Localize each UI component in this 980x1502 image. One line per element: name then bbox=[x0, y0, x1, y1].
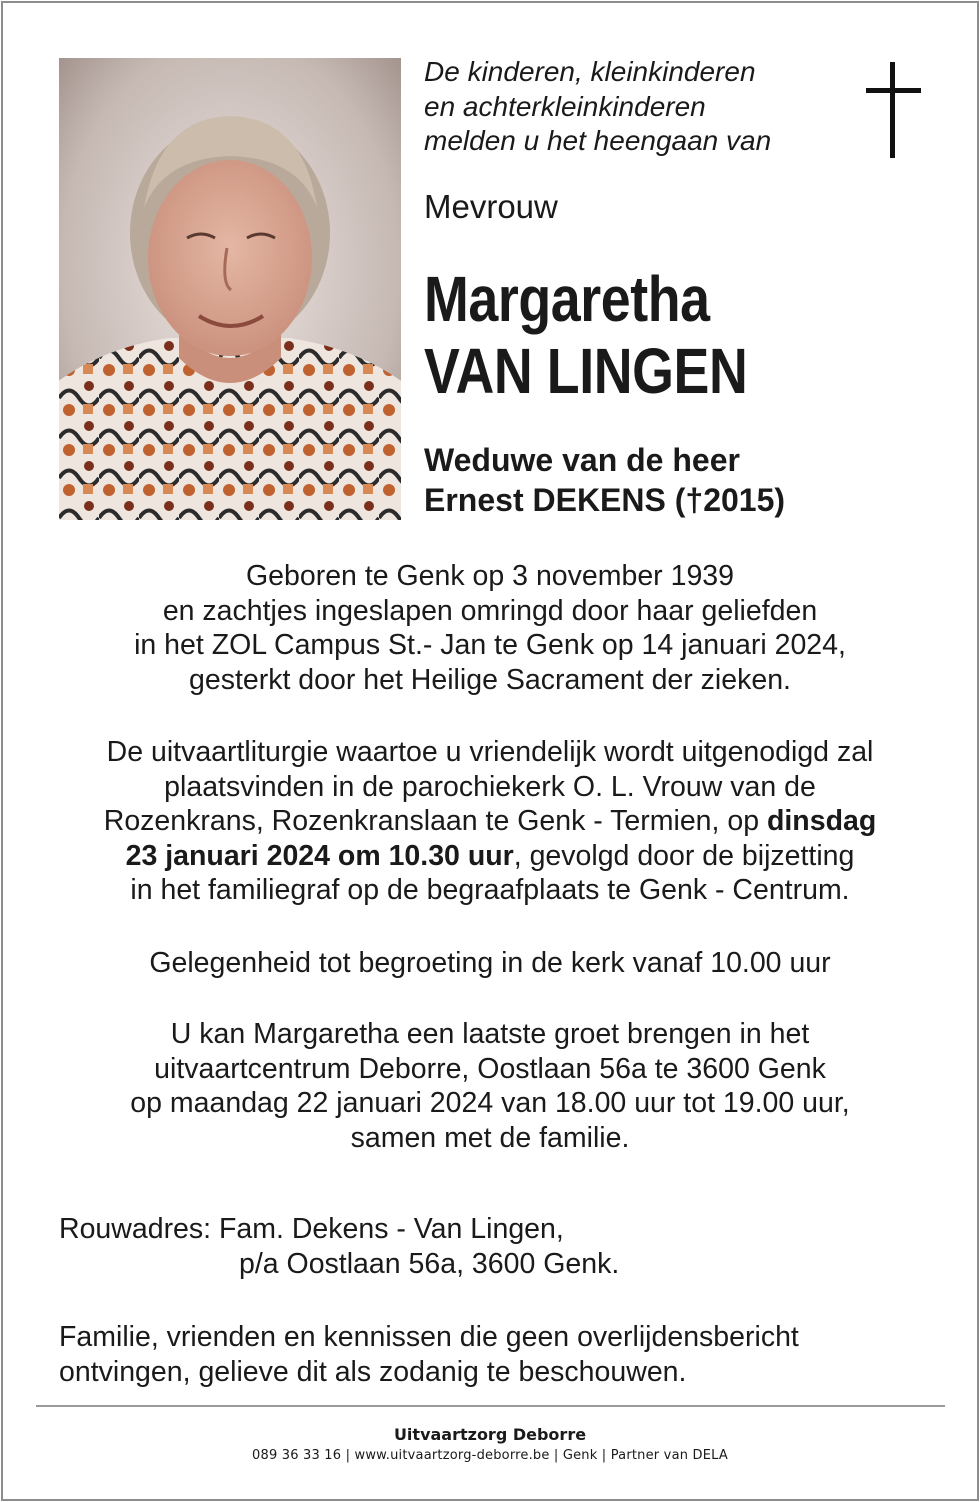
text-line: p/a Oostlaan 56a, 3600 Genk. bbox=[239, 1248, 620, 1280]
funeral-date-time: 23 januari 2024 om 10.30 uur bbox=[125, 839, 514, 872]
intro-line: en achterkleinkinderen bbox=[424, 90, 706, 122]
funeral-home-details: 089 36 33 16 | www.uitvaartzorg-deborre.be | Genk | Partner van DELA bbox=[252, 1448, 728, 1463]
intro-text bbox=[424, 55, 771, 159]
first-name: Margaretha bbox=[424, 263, 710, 335]
last-name: VAN LINGEN bbox=[424, 335, 748, 407]
funeral-home-name: Uitvaartzorg Deborre bbox=[393, 1425, 587, 1444]
text-line: gesterkt door het Heilige Sacrament der zieken. bbox=[189, 663, 791, 696]
portrait-photo bbox=[59, 58, 401, 520]
text-line: in het ZOL Campus St.- Jan te Genk op 14 januari 2024, bbox=[134, 629, 846, 661]
text-line: in het familiegraf op de begraafplaats te Genk - Centrum. bbox=[130, 874, 850, 906]
footer-divider bbox=[36, 1405, 945, 1407]
text-line: samen met de familie. bbox=[350, 1121, 630, 1154]
text-line bbox=[40, 839, 940, 874]
deceased-name bbox=[424, 263, 747, 407]
funeral-paragraph bbox=[40, 735, 940, 908]
birth-and-death-paragraph bbox=[40, 559, 940, 697]
text-line: op maandag 22 januari 2024 van 18.00 uur tot 19.00 uur, bbox=[130, 1087, 850, 1119]
visitation-paragraph bbox=[40, 1017, 940, 1155]
cross-icon bbox=[866, 62, 921, 158]
text-line: uitvaartcentrum Deborre, Oostlaan 56a te 3600 Genk bbox=[154, 1052, 826, 1085]
widow-of bbox=[424, 440, 785, 520]
honorific: Mevrouw bbox=[424, 188, 558, 225]
text-span: Rozenkrans, Rozenkranslaan te Genk - Termien, op bbox=[103, 805, 767, 837]
notice-paragraph bbox=[59, 1320, 799, 1390]
text-line: U kan Margaretha een laatste groet brengen in het bbox=[170, 1018, 810, 1050]
text-line bbox=[40, 804, 940, 839]
text-line: en zachtjes ingeslapen omringd door haar geliefden bbox=[162, 594, 818, 627]
funeral-day: dinsdag bbox=[766, 805, 877, 837]
widow-line: Ernest DEKENS (†2015) bbox=[424, 482, 786, 518]
mourning-address bbox=[59, 1212, 619, 1282]
text-line: Gelegenheid tot begroeting in de kerk vanaf 10.00 uur bbox=[149, 947, 831, 979]
text-line: Rouwadres: Fam. Dekens - Van Lingen, bbox=[59, 1213, 564, 1245]
condolence-paragraph bbox=[40, 946, 940, 981]
intro-line: melden u het heengaan van bbox=[424, 125, 772, 156]
widow-line: Weduwe van de heer bbox=[424, 442, 740, 478]
text-line: ontvingen, gelieve dit als zodanig te beschouwen. bbox=[59, 1356, 687, 1388]
text-line: De uitvaartliturgie waartoe u vriendelijk wordt uitgenodigd zal bbox=[106, 736, 874, 768]
text-span: , gevolgd door de bijzetting bbox=[513, 839, 855, 872]
text-line: Geboren te Genk op 3 november 1939 bbox=[246, 560, 734, 592]
text-line: plaatsvinden in de parochiekerk O. L. Vrouw van de bbox=[164, 770, 816, 803]
text-line: Familie, vrienden en kennissen die geen overlijdensbericht bbox=[59, 1321, 799, 1353]
intro-line: De kinderen, kleinkinderen bbox=[424, 56, 756, 87]
